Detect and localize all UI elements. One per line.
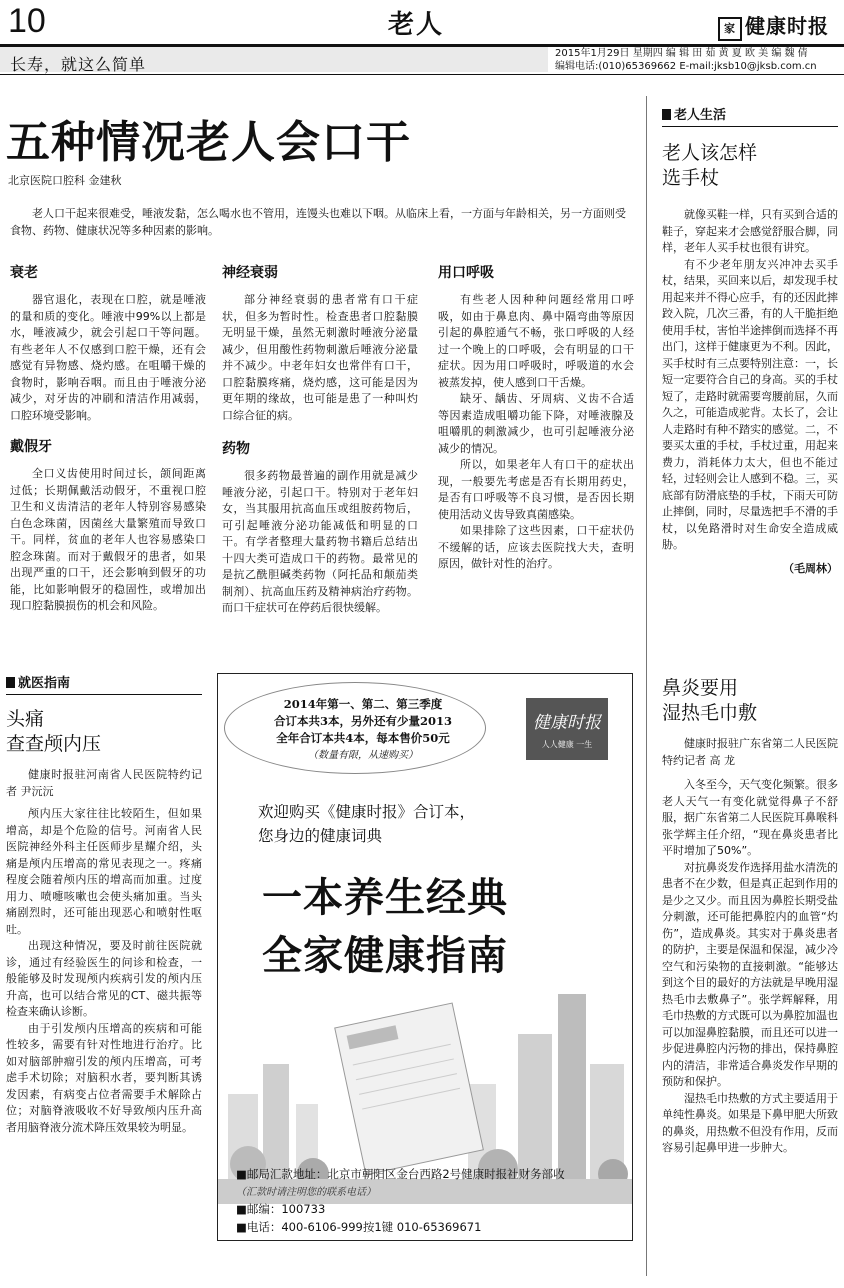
section-body: 全口义齿使用时间过长，颌间距离过低；长期佩戴活动假牙，不重视口腔卫生和义齿清洁的老年人特别容易感染白色念珠菌，因菌丝大量繁殖而导致口干。同样，贫血的老年人也容易感染口腔念珠菌。而对于戴假牙的患者，如果出现严重的口干，还会影响到假牙的功能，比如影响假牙的稳固性，或增加出现口腔黏膜损伤的机会和风险。: [10, 467, 206, 612]
edition-contact: 编辑电话:(010)65369662 E-mail:jksb10@jksb.com.cn: [555, 61, 817, 72]
guide-title: 头痛 查查颅内压: [6, 708, 102, 755]
bound-volume-ad: [217, 673, 633, 1241]
section-heading: 戴假牙: [10, 439, 52, 455]
square-bullet-icon: [662, 109, 671, 120]
tag-rule: [6, 694, 202, 695]
section-heading: 衰老: [10, 265, 38, 281]
column-divider: [646, 96, 647, 1276]
section-body: 器官退化，表现在口腔，就是唾液的量和质的变化。唾液中99%以上都是水，唾液减少，就会引起口干等问题。有些老年人不仅感到口腔干燥，还有会感觉有异物感、烧灼感。在咀嚼干燥的食物时，影响吞咽。而且由于唾液分泌减少，对牙齿的冲刷和清洁作用减弱，口腔环境受影响。: [10, 293, 206, 422]
section-body: 有些老人因种种问题经常用口呼吸，如由于鼻息肉、鼻中隔弯曲等原因引起的鼻腔通气不畅，张口呼吸的人经过一个晚上的口呼吸，会有明显的口干症状。因为用口呼吸时，呼吸道的水会被蒸发掉，使人感到口干舌燥。: [438, 293, 634, 389]
guide-byline: 健康时报驻河南省人民医院特约记者 尹沅沅: [6, 768, 202, 798]
logo-mark-icon: 家: [718, 17, 742, 41]
sidebar-byline: 健康时报驻广东省第二人民医院特约记者 高 龙: [662, 737, 838, 767]
guide-paragraph: 颅内压大家往往比较陌生，但如果增高，却是个危险的信号。河南省人民医院神经外科主任医师步星耀介绍，头痛是颅内压增高的常见表现之一。疼痛程度会随着颅内压的增高而加重。过度用力、喷嚏咳嗽也会使头痛加重。当头痛剧烈时，还可能出现恶心和喷射性呕吐。: [6, 807, 202, 936]
section-body: 如果排除了这些因素，口干症状仍不缓解的话，应该去医院找大夫，查明原因，做针对性的治疗。: [438, 524, 634, 570]
section-heading: 神经衰弱: [222, 265, 278, 281]
section-body: 很多药物最普遍的副作用就是减少唾液分泌，引起口干。特别对于老年妇女，当其服用抗高血压或组胺药物后，可引起唾液分泌功能减低和明显的口干。有学者整理大量药物书籍后总结出十四大类可造成口干的药物。最常见的是抗乙酰胆碱类药物（阿托品和颠茄类制剂）、抗高血压药及精神病治疗药物。而口干症状可在停药后很快缓解。: [222, 469, 418, 614]
sidebar-paragraph: 湿热毛巾热敷的方式主要适用于单纯性鼻炎。如果是下鼻甲肥大所致的鼻炎，用热敷不但没有作用，反而容易引起鼻甲进一步肿大。: [662, 1091, 838, 1154]
article-column-1: [10, 262, 206, 615]
medical-guide: [6, 672, 202, 1136]
section-title: 老人: [388, 10, 445, 40]
sidebar-title: 老人该怎样 选手杖: [662, 142, 758, 189]
edition-date-editors: 2015年1月29日 星期四 编 辑 田 茹 黄 夏 欧 美 编 魏 倩: [555, 48, 808, 59]
guide-tag: 就医指南: [6, 672, 202, 691]
section-body: 缺牙、龋齿、牙周病、义齿不合适等因素造成咀嚼功能下降，对唾液腺及咀嚼肌的刺激减少，也可引起唾液分泌减少的情况。: [438, 392, 634, 455]
guide-paragraph: 出现这种情况，要及时前往医院就诊，通过有经验医生的问诊和检查，一般能够及时发现颅内疾病引发的颅内压升高，也可以结合常见的CT、磁共振等检查来确认诊断。: [6, 939, 202, 1018]
article-column-3: [438, 262, 634, 573]
section-body: 部分神经衰弱的患者常有口干症状，但多为暂时性。检查患者口腔黏膜无明显干燥，虽然无刺激时唾液分泌量减少，但用酸性药物刺激后唾液分泌量并不减少。中老年妇女也常伴有口干，口腔黏膜疼痛，烧灼感，这可能是因为更年期的缘故，也可能是患了一种叫灼口综合征的病。: [222, 293, 418, 422]
sidebar-paragraph: 就像买鞋一样，只有买到合适的鞋子，穿起来才会感觉舒服合脚，同样，老年人买手杖也很有讲究。: [662, 208, 838, 254]
logo-text: 健康时报: [745, 14, 829, 38]
sidebar-author: （毛周林）: [783, 561, 838, 575]
sidebar-rhinitis: [662, 676, 838, 1157]
ad-logo-badge: 健康时报 人人健康 一生: [526, 698, 608, 760]
section-heading: 用口呼吸: [438, 265, 494, 281]
masthead-logo: [718, 10, 829, 41]
sidebar-title: 鼻炎要用 湿热毛巾敷: [662, 677, 758, 724]
tag-rule: [662, 126, 838, 127]
article-byline: 北京医院口腔科 金建秋: [8, 174, 122, 187]
ad-welcome: 欢迎购买《健康时报》合订本， 您身边的健康词典: [258, 803, 476, 845]
sidebar-paragraph: 对抗鼻炎发作选择用盐水清洗的患者不在少数，但是真正起到作用的是少之又少。而且因为鼻腔长期受盐分刺激，还可能把鼻腔内的血管“灼伤”，造成鼻炎。其实对于鼻炎患者的防护，主要是保温和保湿，减少冷空气和污染物的直接刺激。“能够达到这个目的最好的方法就是早晚用湿热毛巾去敷鼻子”。张学辉解释，用毛巾热敷的方式既可以为鼻腔加温也可以加湿鼻腔黏膜，而且还可以进一步促进鼻腔内污物的排出，保持鼻腔内的清洁，非常适合鼻炎发作早期的预防和保护。: [662, 860, 838, 1088]
guide-paragraph: 由于引发颅内压增高的疾病和可能性较多，需要有针对性地进行治疗。比如对脑部肿瘤引发的颅内压增高，可考虑手术切除；对脑积水者，要判断其诱发因素，有病变占位者需要手术解除占位；对脑脊液吸收不好导致颅内压升高者用脑脊液分流术降压效果较为明显。: [6, 1021, 202, 1134]
sidebar-tag: 老人生活: [662, 104, 838, 123]
article-headline: 五种情况老人会口干: [6, 117, 411, 168]
section-heading: 药物: [222, 441, 250, 457]
sidebar-paragraph: 有不少老年朋友兴冲冲去买手杖，结果，买回来以后，却发现手杖用起来并不得心应手，有的还因此摔跤入院，几次三番，有的人干脆拒绝使用手杖，害怕半途摔倒而选择不再出门，这样于健康更为不利。因此，买手杖时有三点要特别注意：一，长短一定要符合自己的身高。买的手杖短了，走路时就需要弯腰前屈，久而久之，可能造成驼背。太长了，会让人走路时有种不踏实的感觉。二，不要买太重的手杖，手杖过重，用起来费力，消耗体力太大，但也不能过轻，过轻则会让人感到不稳。三，买底部有防滑底垫的手杖，下雨天可防止摔倒，同时，尽量选把手不滑的手杖，以免路滑时对生命安全造成威胁。: [662, 257, 838, 551]
section-body: 所以，如果老年人有口干的症状出现，一般要先考虑是否有长期用药史，是否有口呼吸等不良习惯，是否因长期使用活动义齿导致真菌感染。: [438, 458, 634, 521]
article-intro: 老人口干起来很难受，唾液发黏，怎么喝水也不管用，连馒头也难以下咽。从临床上看，一方面与年龄相关，另一方面则受食物、药物、健康状况等多种因素的影响。: [10, 207, 626, 237]
header-rule-thin: [0, 74, 844, 75]
page-number: 10: [8, 2, 46, 40]
ad-price-info: 2014年第一、第二、第三季度 合订本共3本，另外还有少量2013 全年合订本共4本，每本售价50元 （数量有限，从速购买）: [273, 697, 452, 761]
edition-meta: [555, 47, 817, 73]
ad-slogan: 一本养生经典 全家健康指南: [262, 874, 508, 979]
page-slogan: 长寿，就这么简单: [10, 55, 147, 74]
sidebar-paragraph: 入冬至今，天气变化频繁。很多老人天气一有变化就觉得鼻子不舒服，据广东省第二人民医院耳鼻喉科张学辉主任介绍，“现在鼻炎患者比平时增加了50%”。: [662, 778, 838, 857]
article-column-2: [222, 262, 418, 617]
sidebar-elderly-life: [662, 104, 838, 576]
ad-contact-info: ■邮局汇款地址：北京市朝阳区金台西路2号健康时报社财务部收 （汇款时请注明您的联系电话） ■邮编：100733 ■电话：400-6106-999按1键 010-65369671: [236, 1167, 565, 1234]
square-bullet-icon: [6, 677, 15, 688]
